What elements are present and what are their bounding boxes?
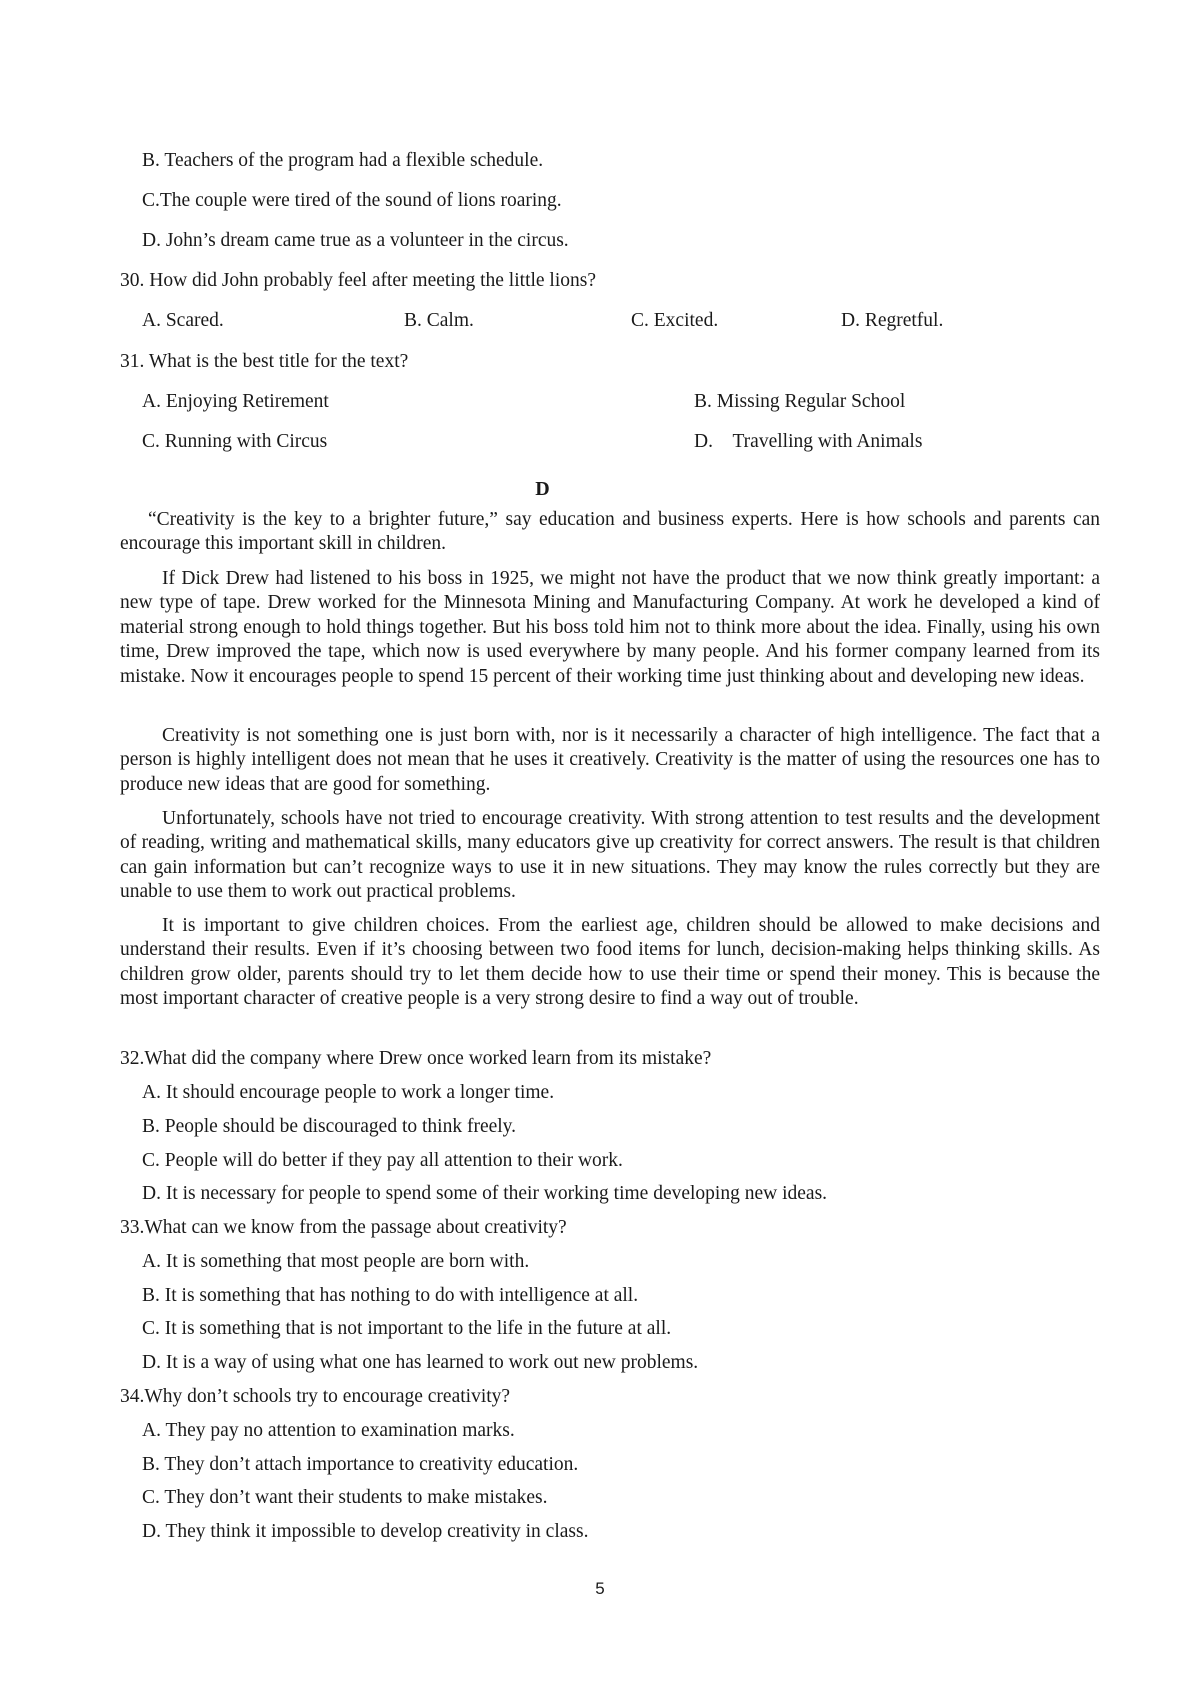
question-32: 32.What did the company where Drew once worked learn from its mistake?: [120, 1048, 712, 1069]
option-33-c: C. It is something that is not important to the life in the future at all.: [142, 1318, 672, 1339]
passage-paragraph-2: If Dick Drew had listened to his boss in 1925, we might not have the product that we now think greatly important: a new type of tape. Drew worked for the Minnesota Mining and Manufacturing Company. At work he developed a kind of material strong enough to hold things together. But his boss told him not to think more about the idea. Finally, using his own time, Drew improved the tape, which now is used everywhere by many people. And his former company learned from its mistake. Now it encourages people to spend 15 percent of their working time just thinking about and developing new ideas.: [120, 568, 1100, 687]
passage-paragraph-1: “Creativity is the key to a brighter future,” say education and business experts. Here is how schools and parents can encourage this important skill in children.: [120, 509, 1100, 555]
option-32-a: A. It should encourage people to work a longer time.: [142, 1082, 555, 1103]
option-34-d: D. They think it impossible to develop creativity in class.: [142, 1521, 589, 1542]
option-30-c: C. Excited.: [631, 310, 719, 331]
option-30-a: A. Scared.: [142, 310, 224, 331]
option-31-c: C. Running with Circus: [142, 431, 328, 452]
option-34-c: C. They don’t want their students to make mistakes.: [142, 1487, 548, 1508]
option-32-d: D. It is necessary for people to spend some of their working time developing new ideas.: [142, 1183, 828, 1204]
option-34-b: B. They don’t attach importance to creativity education.: [142, 1454, 579, 1475]
option-29-b: B. Teachers of the program had a flexible schedule.: [142, 150, 544, 171]
page-number: 5: [595, 1579, 605, 1598]
passage-paragraph-3: Creativity is not something one is just born with, nor is it necessarily a character of high intelligence. The fact that a person is highly intelligent does not mean that he uses it creatively. Creativity is the matter of using the resources one has to produce new ideas that are good for something.: [120, 725, 1100, 795]
section-heading: D: [535, 478, 550, 500]
option-30-d: D. Regretful.: [841, 310, 944, 331]
option-31-b: B. Missing Regular School: [694, 391, 906, 412]
option-29-d: D. John’s dream came true as a volunteer in the circus.: [142, 230, 569, 251]
option-31-d: D. Travelling with Animals: [694, 431, 923, 452]
passage-paragraph-4: Unfortunately, schools have not tried to encourage creativity. With strong attention to test results and the development of reading, writing and mathematical skills, many educators give up creativity for correct answers. The result is that children can gain information but can’t recognize ways to use it in new situations. They may know the rules correctly but they are unable to use them to work out practical problems.: [120, 808, 1100, 903]
option-29-c: C.The couple were tired of the sound of lions roaring.: [142, 190, 562, 211]
option-32-c: C. People will do better if they pay all attention to their work.: [142, 1150, 623, 1171]
option-31-a: A. Enjoying Retirement: [142, 391, 329, 412]
option-33-b: B. It is something that has nothing to do with intelligence at all.: [142, 1285, 639, 1306]
option-34-a: A. They pay no attention to examination marks.: [142, 1420, 515, 1441]
question-31: 31. What is the best title for the text?: [120, 351, 409, 372]
option-32-b: B. People should be discouraged to think freely.: [142, 1116, 517, 1137]
passage-paragraph-5: It is important to give children choices. From the earliest age, children should be allowed to make decisions and understand their results. Even if it’s choosing between two food items for lunch, decision-making helps thinking skills. As children grow older, parents should try to let them decide how to use their time or spend their money. This is because the most important character of creative people is a very strong desire to find a way out of trouble.: [120, 915, 1100, 1010]
question-30: 30. How did John probably feel after meeting the little lions?: [120, 270, 597, 291]
option-33-d: D. It is a way of using what one has learned to work out new problems.: [142, 1352, 699, 1373]
question-33: 33.What can we know from the passage about creativity?: [120, 1217, 567, 1238]
option-30-b: B. Calm.: [404, 310, 474, 331]
option-33-a: A. It is something that most people are born with.: [142, 1251, 530, 1272]
question-34: 34.Why don’t schools try to encourage creativity?: [120, 1386, 511, 1407]
